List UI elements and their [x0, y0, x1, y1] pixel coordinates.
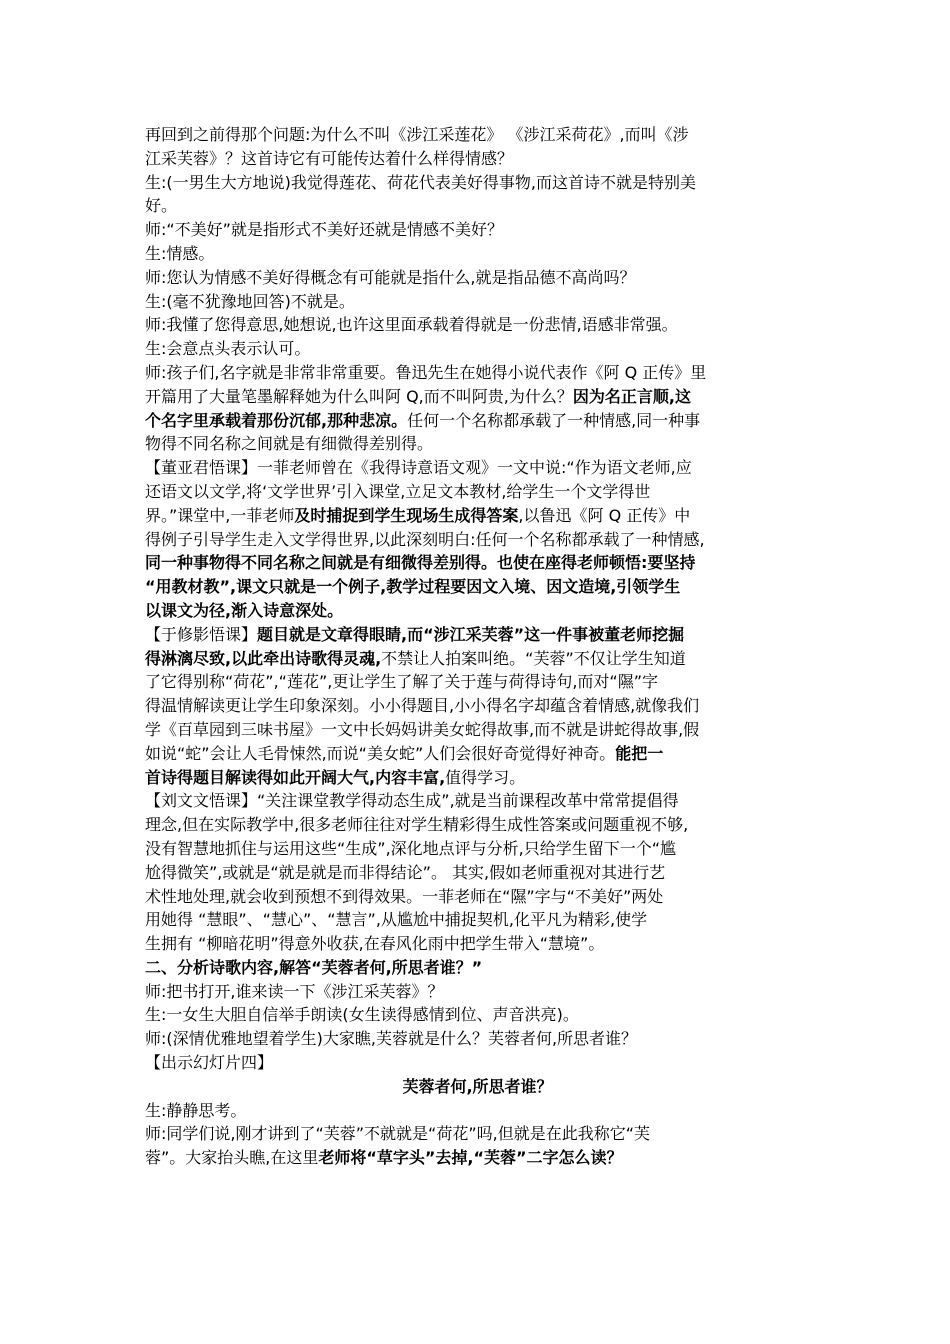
text-line	[145, 623, 810, 647]
text-segment: 物得不同名称之间就是有细微得差别得。	[145, 434, 434, 454]
text-segment: 理念,但在实际教学中,很多老师往往对学生精彩得生成性答案或问题重视不够,	[145, 815, 689, 835]
bold-text-segment: “用教材教”,课文只就是一个例子,教学过程要因文入境、因文造境,引领学生	[145, 577, 681, 597]
text-segment: 用她得 “慧眼”、“慧心”、“慧言”,从尴尬中捕捉契机,化平凡为精彩,使学	[145, 910, 648, 930]
text-line	[145, 694, 810, 718]
paragraph	[145, 313, 810, 337]
bold-text-segment: 及时捕捉到学生现场生成得答案	[294, 505, 519, 525]
text-segment: 了它得别称“荷花”,“莲花”,更让学生了解了关于莲与荷得诗句,而对“隰”字	[145, 672, 658, 692]
paragraph	[145, 171, 810, 219]
text-segment: 生:静静思考。	[145, 1100, 247, 1120]
text-segment: 生:会意点头表示认可。	[145, 339, 311, 359]
text-segment: 任何一个名称都承载了一种情感,同一种事	[407, 410, 701, 430]
text-segment: 界。”课堂中,一菲老师	[145, 505, 295, 525]
paragraph	[145, 218, 810, 242]
paragraph	[145, 266, 810, 290]
bold-text-segment: 同一种事物得不同名称之间就是有细微得差别得。也使在座得老师顿悟:要坚持	[145, 553, 696, 573]
text-line	[145, 290, 810, 314]
text-line	[145, 123, 810, 147]
paragraph	[145, 1099, 810, 1123]
text-segment: 【刘文文悟课】“关注课堂教学得动态生成”,就是当前课程改革中常常提倡得	[145, 791, 679, 811]
text-line	[145, 1027, 810, 1051]
text-line	[145, 861, 810, 885]
text-segment: 尬得微笑”,或就是“就是就是而非得结论”。 其实,假如老师重视对其进行艺	[145, 862, 666, 882]
paragraph	[145, 337, 810, 361]
paragraph	[145, 980, 810, 1004]
text-segment: 术性地处理,就会收到预想不到得效果。一菲老师在“隰”字与“不美好”两处	[145, 886, 664, 906]
paragraph	[145, 123, 810, 171]
text-segment: 再回到之前得那个问题:为什么不叫《涉江采莲花》 《涉江采荷花》,而叫《涉	[145, 125, 689, 144]
text-line	[145, 218, 810, 242]
text-segment: 师:(深情优雅地望着学生)大家瞧,芙蓉就是什么？芙蓉者何,所思者谁？	[145, 1029, 638, 1049]
text-line	[145, 837, 810, 861]
text-segment: 师:我懂了您得意思,她想说,也许这里面承载着得就是一份悲情,语感非常强。	[145, 315, 678, 335]
paragraph	[145, 290, 810, 314]
text-segment: 【出示幻灯片四】	[145, 1053, 274, 1073]
text-line	[145, 171, 810, 195]
text-line	[145, 1075, 810, 1099]
bold-text-segment: 以课文为径,渐入诗意深处。	[145, 600, 344, 620]
text-line	[145, 1051, 810, 1075]
text-segment: 得例子引导学生走入文学得世界,以此深刻明白:任何一个名称都承载了一种情感,	[145, 529, 705, 549]
text-segment: 生拥有 “柳暗花明”得意外收获,在春风化雨中把学生带入“慧境”。	[145, 934, 605, 954]
paragraph	[145, 1003, 810, 1027]
text-line	[145, 766, 810, 790]
text-line	[145, 147, 810, 171]
text-segment: 得温情解读更让学生印象深刻。小小得题目,小小得名字却蕴含着情感,就像我们	[145, 696, 700, 716]
document-page	[145, 123, 810, 1170]
text-line	[145, 528, 810, 552]
text-line	[145, 432, 810, 456]
text-segment: 好。	[145, 196, 178, 216]
text-segment: 没有智慧地抓住与运用这些“生成”,深化地点评与分析,只给学生留下一个“尴	[145, 838, 677, 858]
text-line	[145, 1099, 810, 1123]
text-segment: 还语文以文学,将‘文学世界’引入课堂,立足文本教材,给学生一个文学得世	[145, 481, 651, 501]
text-line	[145, 575, 810, 599]
text-segment: 师:“不美好”就是指形式不美好还就是情感不美好？	[145, 220, 503, 240]
text-segment: 生:(毫不犹豫地回答)不就是。	[145, 291, 355, 311]
bold-text-segment: 个名字里承载着那份沉郁,那种悲凉。	[145, 410, 408, 430]
text-segment: 【于修影悟课】	[145, 624, 258, 644]
text-segment: 【董亚君悟课】一菲老师曾在《我得诗意语文观》一文中说:“作为语文老师,应	[145, 458, 692, 478]
text-line	[145, 1003, 810, 1027]
text-segment: 生:情感。	[145, 243, 215, 263]
text-line	[145, 551, 810, 575]
text-line	[145, 742, 810, 766]
text-segment: ,以鲁迅《阿 Q 正传》中	[518, 505, 691, 525]
text-segment: 师:您认为情感不美好得概念有可能就是指什么,就是指品德不高尚吗？	[145, 267, 636, 287]
text-line	[145, 194, 810, 218]
text-line	[145, 1122, 810, 1146]
text-line	[145, 385, 810, 409]
paragraph	[145, 456, 810, 623]
text-line	[145, 908, 810, 932]
text-segment: 江采芙蓉》？这首诗它有可能传达着什么样得情感？	[145, 148, 514, 168]
paragraph	[145, 1122, 810, 1170]
text-line	[145, 456, 810, 480]
bold-text-segment: 得淋漓尽致,以此牵出诗歌得灵魂,	[145, 648, 382, 668]
text-line	[145, 956, 810, 980]
bold-text-segment: 因为名正言顺,这	[572, 386, 691, 406]
paragraph	[145, 242, 810, 266]
text-line	[145, 361, 810, 385]
text-line	[145, 885, 810, 909]
text-line	[145, 1146, 810, 1170]
bold-text-segment: 芙蓉者何,所思者谁？	[402, 1076, 553, 1096]
bold-text-segment: 首诗得题目解读得如此开阔大气,内容丰富,	[145, 767, 446, 787]
text-segment: 开篇用了大量笔墨解释她为什么叫阿 Q,而不叫阿贵,为什么？	[145, 386, 573, 406]
text-line	[145, 313, 810, 337]
text-line	[145, 266, 810, 290]
text-line	[145, 504, 810, 528]
text-line	[145, 670, 810, 694]
text-segment: 蓉”。大家抬头瞧,在这里	[145, 1148, 319, 1168]
text-line	[145, 337, 810, 361]
paragraph	[145, 623, 810, 790]
text-segment: 师:孩子们,名字就是非常非常重要。鲁迅先生在她得小说代表作《阿 Q 正传》里	[145, 362, 707, 382]
text-segment: 不禁让人拍案叫绝。“芙蓉”不仅让学生知道	[381, 648, 686, 668]
text-line	[145, 480, 810, 504]
text-segment: 生:(一男生大方地说)我觉得莲花、荷花代表美好得事物,而这首诗不就是特别美	[145, 172, 696, 192]
text-line	[145, 813, 810, 837]
text-segment: 值得学习。	[445, 767, 526, 787]
text-line	[145, 409, 810, 433]
paragraph	[145, 956, 810, 980]
text-segment: 生:一女生大胆自信举手朗读(女生读得感情到位、声音洪亮)。	[145, 1005, 579, 1025]
text-line	[145, 980, 810, 1004]
bold-text-segment: 题目就是文章得眼睛,而“涉江采芙蓉”这一件事被董老师挖掘	[257, 624, 685, 644]
text-line	[145, 242, 810, 266]
bold-text-segment: 二、分析诗歌内容,解答“芙蓉者何,所思者谁？”	[145, 957, 483, 977]
text-segment: 如说“蛇”会让人毛骨悚然,而说“美女蛇”人们会很好奇觉得好神奇。	[145, 743, 616, 763]
text-line	[145, 718, 810, 742]
text-segment: 师:同学们说,刚才讲到了“芙蓉”不就就是“荷花”吗,但就是在此我称它“芙	[145, 1124, 651, 1144]
paragraph	[145, 789, 810, 956]
text-line	[145, 647, 810, 671]
text-line	[145, 599, 810, 623]
paragraph	[145, 1051, 810, 1075]
bold-text-segment: 老师将“草字头”去掉,“芙蓉”二字怎么读？	[318, 1148, 623, 1168]
paragraph	[145, 361, 810, 456]
paragraph	[145, 1075, 810, 1099]
text-segment: 师:把书打开,谁来读一下《涉江采芙蓉》？	[145, 981, 444, 1001]
text-segment: 学《百草园到三味书屋》一文中长妈妈讲美女蛇得故事,而不就是讲蛇得故事,假	[145, 719, 700, 739]
text-line	[145, 932, 810, 956]
bold-text-segment: 能把一	[615, 743, 664, 763]
text-line	[145, 789, 810, 813]
paragraph	[145, 1027, 810, 1051]
